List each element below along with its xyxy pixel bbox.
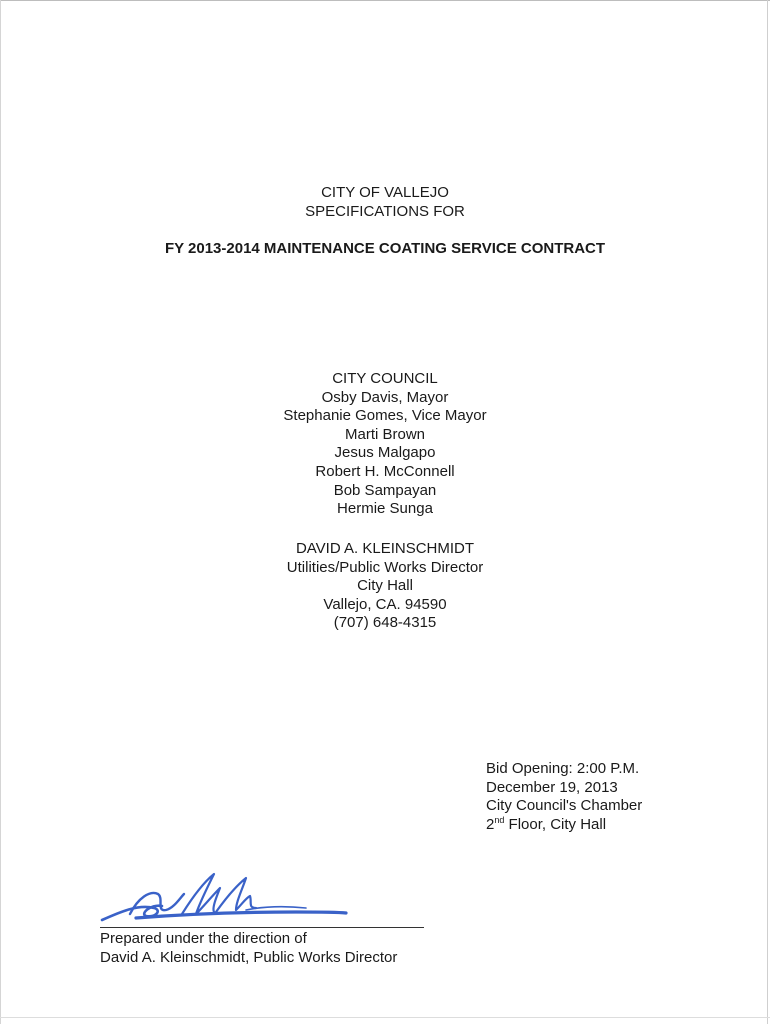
- floor-number: 2: [486, 815, 495, 833]
- director-city: Vallejo, CA. 94590: [323, 595, 447, 613]
- page-edge-bottom: [0, 1017, 770, 1018]
- prepared-by-line-2: David A. Kleinschmidt, Public Works Director: [100, 949, 398, 966]
- council-member: Hermie Sunga: [337, 500, 433, 518]
- council-member: Osby Davis, Mayor: [321, 388, 449, 406]
- council-title: CITY COUNCIL: [332, 370, 438, 387]
- contract-title: FY 2013-2014 MAINTENANCE COATING SERVICE CONTRACT: [164, 240, 606, 257]
- council-member: Robert H. McConnell: [315, 462, 455, 480]
- signature-line: [100, 927, 424, 928]
- council-member: Stephanie Gomes, Vice Mayor: [283, 407, 487, 425]
- director-title: Utilities/Public Works Director: [286, 558, 484, 576]
- director-phone: (707) 648-4315: [333, 614, 437, 632]
- specifications-label: SPECIFICATIONS FOR: [305, 202, 465, 220]
- city-council-block: [0, 370, 770, 519]
- director-signature: [96, 868, 356, 928]
- bid-opening-block: [486, 760, 642, 834]
- floor-suffix: nd: [494, 814, 505, 825]
- document-heading: [0, 184, 770, 221]
- prepared-by-line-1: Prepared under the direction of: [100, 930, 307, 947]
- council-member: Marti Brown: [344, 425, 426, 443]
- city-name: CITY OF VALLEJO: [321, 184, 449, 201]
- council-member: Jesus Malgapo: [334, 444, 436, 462]
- council-member: Bob Sampayan: [333, 481, 437, 499]
- director-name: DAVID A. KLEINSCHMIDT: [295, 540, 475, 557]
- director-office: City Hall: [357, 577, 413, 595]
- prepared-by-block: [100, 929, 397, 967]
- floor-rest: Floor, City Hall: [504, 815, 607, 833]
- bid-opening-location: City Council's Chamber: [486, 797, 643, 815]
- bid-opening-floor: [486, 816, 642, 835]
- bid-opening-date: December 19, 2013: [486, 778, 618, 796]
- bid-opening-time: Bid Opening: 2:00 P.M.: [486, 760, 640, 777]
- director-block: [0, 540, 770, 633]
- page-edge-top: [0, 0, 770, 1]
